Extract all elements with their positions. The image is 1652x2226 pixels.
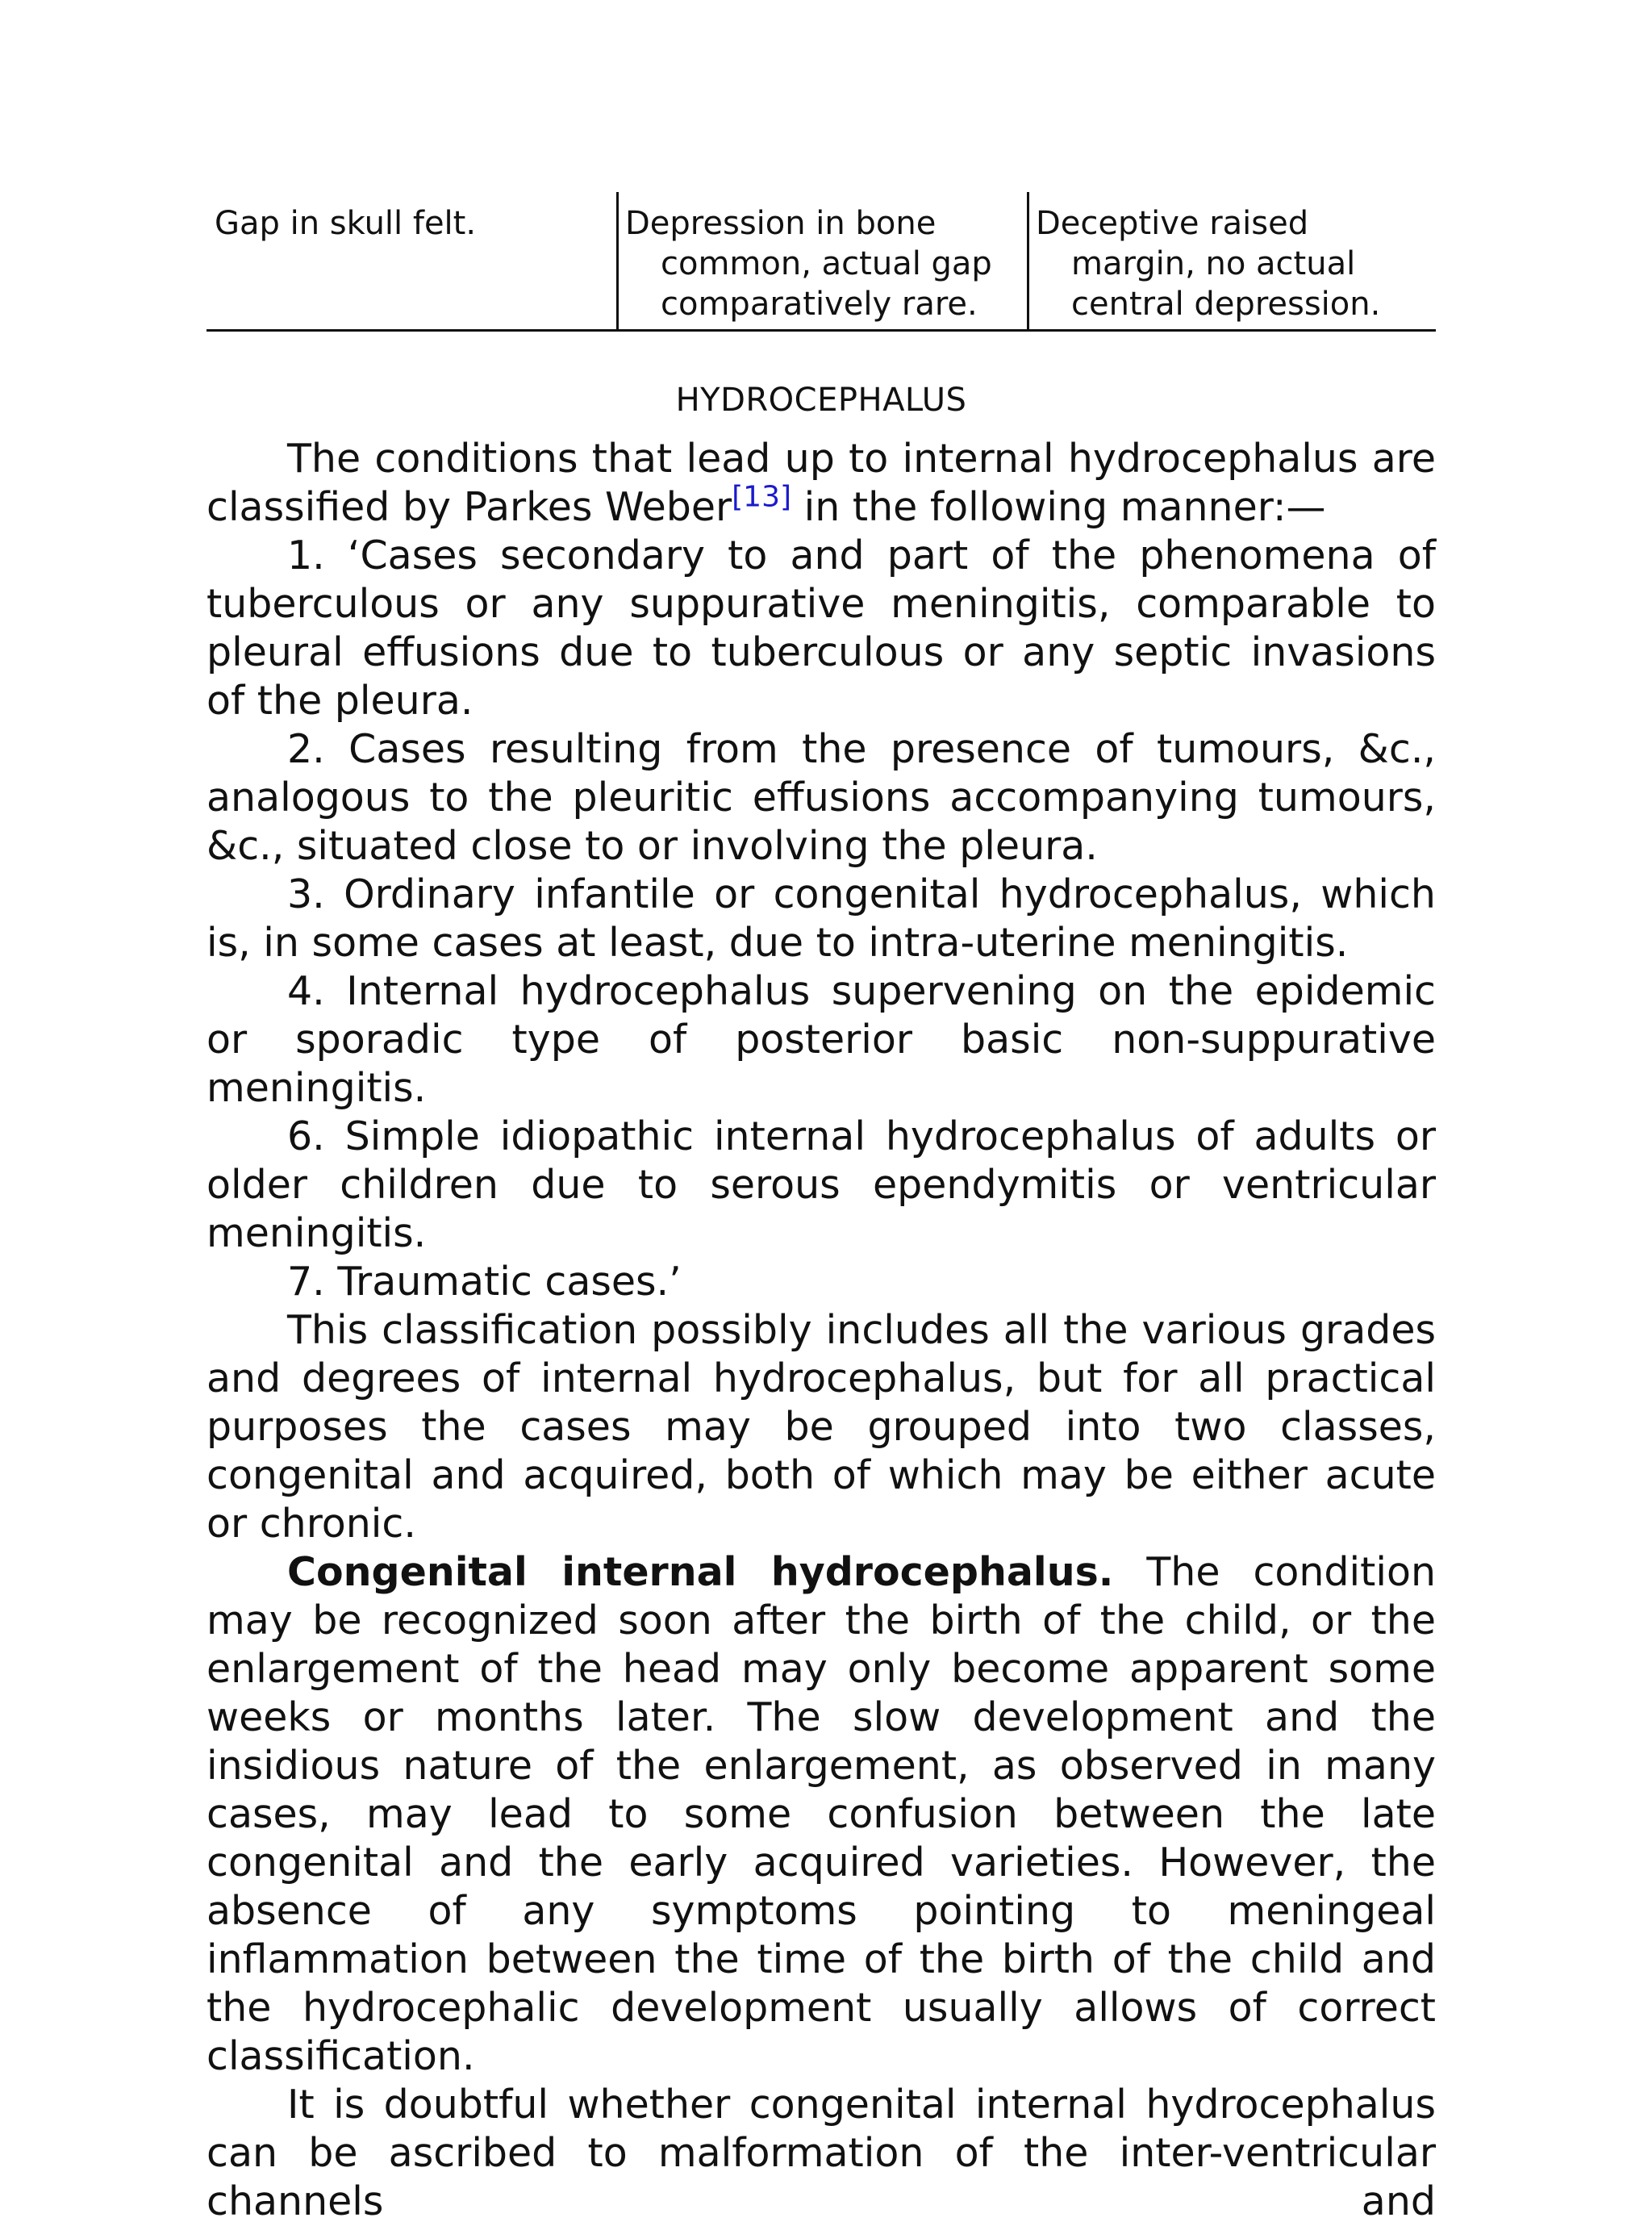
table-cell-text: Deceptive raised margin, no actual central depression. [1036, 205, 1381, 323]
list-item: 3. Ordinary infantile or congenital hydrocephalus, which is, in some cases at least, due to intra-uterine meningitis. [206, 871, 1436, 966]
table-cell [206, 192, 618, 331]
list-item: 2. Cases resulting from the presence of tumours, &c., analogous to the pleuritic effusions accompanying tumours, &c., situated close to or involving the pleura. [206, 726, 1436, 869]
section-title: HYDROCEPHALUS [675, 382, 967, 419]
congenital-paragraph [206, 1548, 1436, 2081]
congenital-heading: Congenital internal hydrocephalus. [287, 1549, 1114, 1595]
footnote-link[interactable]: [13] [732, 480, 792, 514]
intro-text: The conditions that lead up to internal hydrocephalus are classified by Parkes Weber [206, 436, 1436, 530]
congenital-text: The condition may be recognized soon after the birth of the child, or the enlargement of the head may only become apparent some weeks or months later. The slow development and the insidious nature of the enlargement, as observed in many cases, may lead to some confusion between the late congenital and the early acquired varieties. However, the absence of any symptoms pointing to meningeal inflammation between the time of the birth of the child and the hydrocephalic development usually allows of correct classification. [206, 1549, 1437, 2079]
page-content [206, 192, 1436, 2226]
intro-paragraph [206, 435, 1436, 532]
table-cell-text: Depression in bone common, actual gap comparatively rare. [625, 205, 992, 323]
table-row [206, 192, 1436, 331]
table-cell-text: Gap in skull felt. [215, 205, 477, 242]
list-item: 7. Traumatic cases.’ [287, 1259, 682, 1305]
intro-text-continued: in the following manner:— [791, 484, 1326, 530]
table-cell [1028, 192, 1437, 331]
comparison-table [206, 192, 1436, 332]
list-item: 6. Simple idiopathic internal hydrocephalus of adults or older children due to serous ependymitis or ventricular meningitis. [206, 1113, 1436, 1256]
list-item: 4. Internal hydrocephalus supervening on the epidemic or sporadic type of posterior basic non-suppurative meningitis. [206, 968, 1436, 1111]
table-cell [618, 192, 1028, 331]
list-item: 1. ‘Cases secondary to and part of the phenomena of tuberculous or any suppurative meningitis, comparable to pleural effusions due to tuberculous or any septic invasions of the pleura. [206, 532, 1436, 724]
classification-paragraph: This classification possibly includes all the various grades and degrees of internal hydrocephalus, but for all practical purposes the cases may be grouped into two classes, congenital and acquired, both of which may be either acute or chronic. [206, 1307, 1436, 1547]
final-paragraph: It is doubtful whether congenital internal hydrocephalus can be ascribed to malformation of the inter-ventricular channels and [206, 2082, 1436, 2224]
